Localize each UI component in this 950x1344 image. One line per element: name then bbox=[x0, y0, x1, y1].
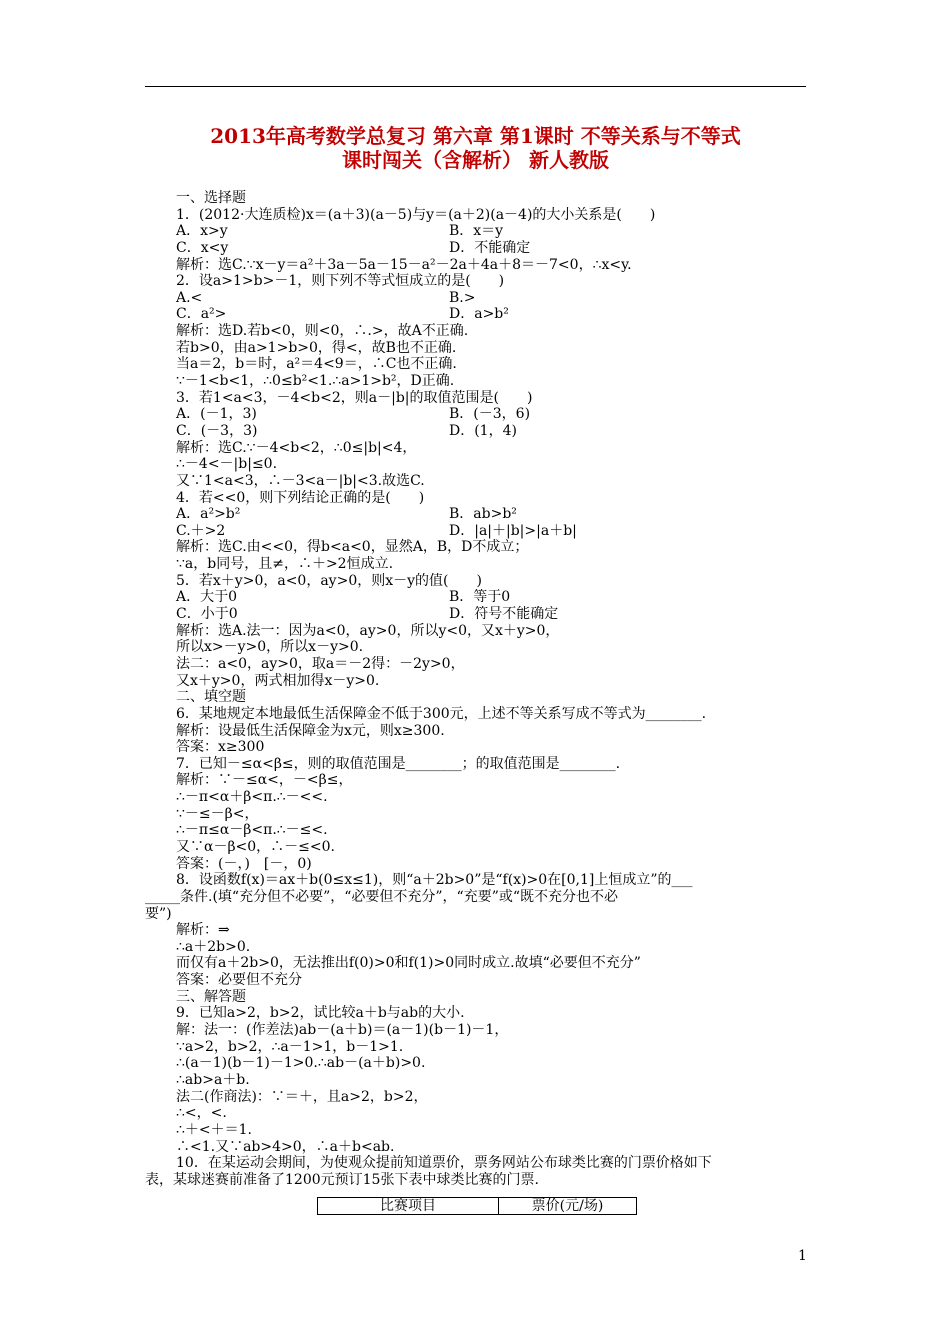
text-line bbox=[176, 523, 816, 540]
text-line bbox=[176, 955, 816, 972]
text-line-content: 解析：选C.由<<0，得b<a<0，显然A，B，D不成立； bbox=[176, 539, 529, 556]
text-line bbox=[176, 273, 816, 290]
text-line bbox=[176, 456, 816, 473]
text-line bbox=[176, 822, 816, 839]
text-line bbox=[176, 573, 816, 590]
text-line bbox=[176, 839, 816, 856]
text-line-content: 法二(作商法)：∵＝＋，且a>2，b>2， bbox=[176, 1088, 428, 1105]
text-line-content: 而仅有a＋2b>0，无法推出f(0)>0和f(1)>0同时成立.故填“必要但不充分” bbox=[176, 955, 641, 972]
text-line-content: 法二：a<0，ay>0，取a＝－2得：－2y>0， bbox=[176, 655, 465, 672]
text-line bbox=[176, 589, 816, 606]
text-line bbox=[176, 989, 816, 1006]
text-line-content: ∵－≤－β<， bbox=[176, 805, 259, 822]
text-line-content: 答案：必要但不充分 bbox=[176, 972, 302, 989]
text-line-option: B．ab>b² bbox=[449, 506, 517, 523]
text-line-content: 3．若1<a<3，－4<b<2，则a－|b|的取值范围是( ) bbox=[176, 389, 533, 406]
text-line-content: 6．某地规定本地最低生活保障金不低于300元，上述不等关系写成不等式为________. bbox=[176, 705, 707, 722]
page-title-line-2: 课时闯关（含解析） 新人教版 bbox=[342, 148, 609, 172]
text-line-content: 解析：选C.∵－4<b<2，∴0≤|b|<4， bbox=[176, 439, 417, 456]
text-line-content: C．a²> bbox=[176, 306, 227, 323]
text-line-option: B．等于0 bbox=[449, 589, 511, 606]
text-line-content: 2．设a>1>b>－1，则下列不等式恒成立的是( ) bbox=[176, 273, 505, 290]
text-line-content: 答案：x≥300 bbox=[176, 739, 265, 756]
text-line-content: ∴－π<α＋β<π.∴－<<. bbox=[176, 789, 328, 806]
text-line-content: A．大于0 bbox=[176, 589, 238, 606]
text-line-content: 解析：设最低生活保障金为x元，则x≥300. bbox=[176, 722, 445, 739]
text-line bbox=[176, 306, 816, 323]
text-line bbox=[176, 1105, 816, 1122]
text-line-content: ∴<，<. bbox=[176, 1105, 227, 1122]
text-line-content: _____条件.(填“充分但不必要”，“必要但不充分”，“充要”或“既不充分也不必 bbox=[145, 888, 619, 905]
text-line bbox=[176, 440, 816, 457]
text-line bbox=[176, 1022, 816, 1039]
text-line bbox=[176, 556, 816, 573]
text-line bbox=[145, 1172, 816, 1189]
text-line-content: 又∵α－β<0，∴－≤<0. bbox=[176, 838, 336, 855]
page-title-line-1: 2013年高考数学总复习 第六章 第1课时 不等关系与不等式 bbox=[210, 124, 741, 148]
document-body bbox=[145, 190, 816, 1188]
text-line bbox=[176, 689, 816, 706]
text-line-content: ∴a＋2b>0. bbox=[176, 938, 251, 955]
table-header-row bbox=[318, 1198, 637, 1215]
text-line-content: C.＋>2 bbox=[176, 522, 226, 539]
text-line-content: 4．若<<0，则下列结论正确的是( ) bbox=[176, 489, 425, 506]
top-rule bbox=[145, 86, 806, 87]
text-line bbox=[176, 1155, 816, 1172]
text-line bbox=[176, 972, 816, 989]
text-line bbox=[176, 506, 816, 523]
text-line bbox=[176, 922, 816, 939]
text-line-content: ∴(a－1)(b－1)－1>0.∴ab－(a＋b)>0. bbox=[176, 1055, 426, 1072]
page-number: 1 bbox=[798, 1248, 807, 1264]
text-line bbox=[176, 939, 816, 956]
text-line-content: 又∵1<a<3，∴－3<a－|b|<3.故选C. bbox=[176, 472, 425, 489]
text-line-content: ∵－1<b<1，∴0≤b²<1.∴a>1>b²，D正确. bbox=[176, 373, 455, 390]
text-line-content: 又x＋y>0，两式相加得x－y>0. bbox=[176, 672, 380, 689]
text-line-content: 7．已知－≤α<β≤，则的取值范围是________；的取值范围是________. bbox=[176, 755, 621, 772]
text-line-option: D．a>b² bbox=[449, 306, 509, 323]
text-line bbox=[176, 806, 816, 823]
text-line-content: A.< bbox=[176, 289, 203, 306]
text-line bbox=[176, 207, 816, 224]
text-line-option: D．不能确定 bbox=[449, 239, 531, 256]
text-line bbox=[176, 473, 816, 490]
text-line bbox=[176, 1039, 816, 1056]
text-line-content: 8．设函数f(x)＝ax＋b(0≤x≤1)，则“a＋2b>0”是“f(x)>0在[0,1]上恒成立”的___ bbox=[176, 872, 693, 889]
text-line bbox=[176, 390, 816, 407]
text-line bbox=[176, 1072, 816, 1089]
text-line bbox=[176, 739, 816, 756]
text-line-content: A．(－1，3) bbox=[176, 406, 257, 423]
text-line-content: 1．(2012·大连质检)x＝(a＋3)(a－5)与y＝(a＋2)(a－4)的大小关系是( ) bbox=[176, 206, 656, 223]
text-line bbox=[176, 190, 816, 207]
text-line bbox=[176, 323, 816, 340]
text-line-option: B．(－3，6) bbox=[449, 406, 531, 423]
text-line-content: 解析：选D.若b<0，则<0，∴.>，故A不正确. bbox=[176, 323, 469, 340]
text-line-content: 解析：⇒ bbox=[176, 922, 230, 939]
text-line bbox=[176, 423, 816, 440]
text-line-option: B．x＝y bbox=[449, 223, 504, 240]
text-line-content: 解析：选A.法一：因为a<0，ay>0，所以y<0，又x＋y>0， bbox=[176, 622, 560, 639]
text-line bbox=[176, 373, 816, 390]
text-line-content: 若b>0，由a>1>b>0，得<，故B也不正确. bbox=[176, 339, 457, 356]
text-line-content: 所以x>－y>0，所以x－y>0. bbox=[176, 639, 364, 656]
text-line-content: ∴<1.又∵ab>4>0，∴a＋b<ab. bbox=[176, 1138, 395, 1155]
text-line bbox=[176, 406, 816, 423]
text-line-content: 5．若x＋y>0，a<0，ay>0，则x－y的值( ) bbox=[176, 572, 482, 589]
text-line-content: 答案：(－，) [－，0) bbox=[176, 855, 312, 872]
text-line-content: 当a＝2，b＝时，a²＝4<9＝，∴C也不正确. bbox=[176, 356, 457, 373]
text-line-option: D．|a|＋|b|>|a＋b| bbox=[449, 522, 577, 539]
text-line-content: A．a²>b² bbox=[176, 506, 241, 523]
text-line bbox=[176, 639, 816, 656]
text-line-content: C．小于0 bbox=[176, 606, 238, 623]
text-line-content: 要”) bbox=[145, 905, 172, 922]
text-line bbox=[176, 340, 816, 357]
text-line-content: C．(－3，3) bbox=[176, 422, 258, 439]
text-line-option: D．(1，4) bbox=[449, 422, 517, 439]
text-line-content: C．x<y bbox=[176, 239, 229, 256]
text-line-content: ∵a>2，b>2，∴a－1>1，b－1>1. bbox=[176, 1038, 404, 1055]
text-line bbox=[145, 889, 816, 906]
text-line bbox=[176, 723, 816, 740]
text-line-content: 一、选择题 bbox=[176, 190, 246, 206]
text-line-content: 解析：选C.∵x－y＝a²＋3a－5a－15－a²－2a＋4a＋8＝－7<0，∴x<y. bbox=[176, 256, 632, 273]
text-line bbox=[176, 772, 816, 789]
text-line-content: A．x>y bbox=[176, 223, 228, 240]
text-line bbox=[176, 1089, 816, 1106]
text-line bbox=[176, 257, 816, 274]
text-line-content: 三、解答题 bbox=[176, 988, 246, 1005]
text-line-content: 表，某球迷赛前准备了1200元预订15张下表中球类比赛的门票. bbox=[145, 1171, 539, 1188]
text-line-content: 解：法一：(作差法)ab－(a＋b)＝(a－1)(b－1)－1， bbox=[176, 1022, 509, 1039]
text-line bbox=[176, 789, 816, 806]
text-line bbox=[176, 1139, 816, 1156]
text-line bbox=[176, 706, 816, 723]
text-line-content: ∴ab>a＋b. bbox=[176, 1071, 250, 1088]
text-line bbox=[176, 1122, 816, 1139]
text-line bbox=[176, 223, 816, 240]
text-line bbox=[176, 606, 816, 623]
text-line bbox=[145, 906, 816, 923]
text-line-content: ∴＋<＋＝1. bbox=[176, 1121, 252, 1138]
text-line-option: B.> bbox=[449, 289, 476, 306]
text-line bbox=[176, 856, 816, 873]
text-line bbox=[176, 490, 816, 507]
text-line bbox=[176, 290, 816, 307]
text-line bbox=[176, 240, 816, 257]
ticket-price-table bbox=[317, 1197, 637, 1215]
table-header-price: 票价(元/场) bbox=[499, 1198, 637, 1215]
text-line bbox=[176, 1055, 816, 1072]
text-line bbox=[176, 872, 816, 889]
text-line bbox=[176, 656, 816, 673]
text-line-content: ∴－π≤α－β<π.∴－≤<. bbox=[176, 822, 328, 839]
text-line-content: 9．已知a>2，b>2，试比较a＋b与ab的大小. bbox=[176, 1005, 465, 1022]
text-line bbox=[176, 539, 816, 556]
text-line-content: 解析：∵－≤α<，－<β≤， bbox=[176, 772, 353, 789]
text-line-content: 二、填空题 bbox=[176, 689, 246, 706]
table-header-event: 比赛项目 bbox=[318, 1198, 499, 1215]
text-line-content: ∵a，b同号，且≠，∴＋>2恒成立. bbox=[176, 556, 394, 573]
text-line-content: ∴－4<－|b|≤0. bbox=[176, 456, 278, 473]
text-line bbox=[176, 356, 816, 373]
text-line bbox=[176, 756, 816, 773]
text-line-option: D．符号不能确定 bbox=[449, 606, 559, 623]
text-line bbox=[176, 673, 816, 690]
text-line bbox=[176, 623, 816, 640]
text-line bbox=[176, 1005, 816, 1022]
text-line-content: 10．在某运动会期间，为使观众提前知道票价，票务网站公布球类比赛的门票价格如下 bbox=[176, 1155, 712, 1172]
